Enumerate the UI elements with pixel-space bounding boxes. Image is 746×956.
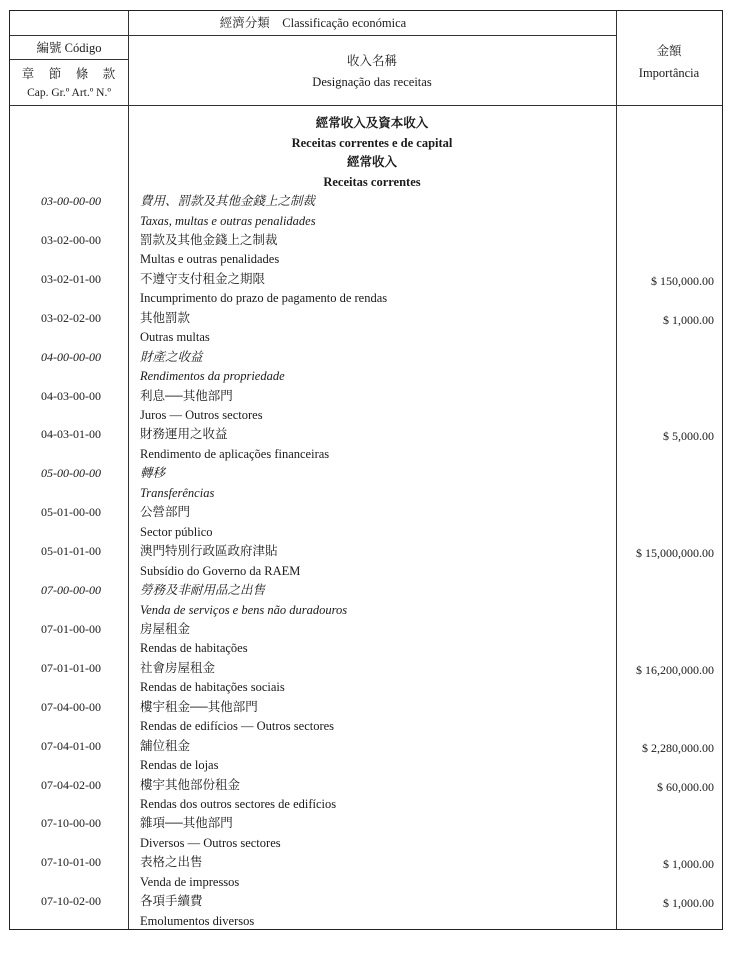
row-designation-zh: 各項手續費 (140, 894, 203, 909)
row-code: 05-01-00-00 (41, 505, 101, 520)
row-code: 07-00-00-00 (41, 583, 101, 597)
row-designation-pt: Diversos — Outros sectores (140, 835, 281, 850)
row-designation-pt: Subsídio do Governo da RAEM (140, 563, 301, 578)
row-designation-pt: Rendas de edifícios — Outros sectores (140, 719, 335, 734)
subcode-header-pt: Cap. Gr.º Art.º N.º (27, 87, 111, 99)
row-designation-zh: 樓宇其他部份租金 (140, 777, 241, 792)
row-designation-zh: 財產之收益 (140, 349, 203, 364)
row-code: 03-02-02-00 (41, 310, 101, 325)
row-code: 05-00-00-00 (41, 466, 101, 481)
row-amount: $ 5,000.00 (663, 429, 714, 444)
row-amount: $ 60,000.00 (657, 779, 714, 794)
row-designation-pt: Rendas de lojas (140, 758, 219, 773)
amount-header-pt: Importância (638, 66, 700, 80)
row-designation-pt: Juros — Outros sectores (140, 408, 263, 422)
header-divider-top (10, 35, 616, 36)
row-code: 05-01-01-00 (41, 544, 101, 559)
row-amount: $ 16,200,000.00 (636, 662, 714, 677)
row-designation-zh: 表格之出售 (140, 855, 203, 870)
row-designation-zh: 費用、罰款及其他金錢上之制裁 (140, 194, 316, 208)
row-designation-pt: Multas e outras penalidades (140, 252, 280, 267)
amount-header-zh: 金額 (656, 44, 682, 58)
row-amount: $ 1,000.00 (663, 857, 714, 872)
classification-header: 經濟分類 Classificação económica (219, 16, 407, 30)
code-header: 編號 Código (36, 41, 102, 55)
row-code: 03-02-01-00 (41, 271, 101, 286)
row-code: 04-00-00-00 (41, 349, 101, 364)
column-divider-amount (616, 11, 617, 929)
header-bottom-border (10, 105, 722, 106)
row-designation-zh: 不遵守支付租金之期限 (140, 271, 266, 286)
row-designation-pt: Rendas dos outros sectores de edifícios (140, 797, 337, 811)
designation-header-pt: Designação das receitas (312, 75, 432, 89)
row-designation-pt: Rendimentos da propriedade (140, 369, 285, 384)
row-code: 03-00-00-00 (41, 194, 101, 208)
row-code: 07-10-00-00 (41, 816, 101, 831)
row-designation-pt: Transferências (140, 485, 215, 500)
row-designation-pt: Taxas, multas e outras penalidades (140, 213, 316, 228)
row-designation-pt: Outras multas (140, 330, 210, 345)
row-designation-zh: 財務運用之收益 (140, 427, 228, 442)
section-heading: Receitas correntes (323, 175, 421, 189)
row-code: 03-02-00-00 (41, 232, 101, 247)
row-designation-zh: 勞務及非耐用品之出售 (140, 583, 266, 597)
row-designation-pt: Incumprimento do prazo de pagamento de rendas (140, 291, 388, 306)
row-designation-pt: Rendas de habitações sociais (140, 680, 285, 695)
row-code: 07-04-00-00 (41, 699, 101, 714)
section-heading: Receitas correntes e de capital (291, 136, 453, 150)
row-code: 07-10-01-00 (41, 855, 101, 870)
row-amount: $ 2,280,000.00 (642, 740, 714, 755)
section-heading: 經常收入 (346, 155, 397, 169)
row-designation-pt: Rendas de habitações (140, 641, 248, 656)
row-amount: $ 1,000.00 (663, 312, 714, 327)
row-designation-zh: 其他罰款 (140, 310, 191, 325)
subcode-header: 章 節 條 款 (21, 67, 117, 81)
row-code: 04-03-01-00 (41, 427, 101, 442)
section-heading: 經常收入及資本收入 (315, 116, 429, 130)
revenue-table (9, 10, 723, 930)
designation-header-zh: 收入名稱 (346, 54, 397, 68)
row-amount: $ 1,000.00 (663, 896, 714, 911)
row-designation-pt: Emolumentos diversos (140, 913, 255, 928)
row-designation-zh: 澳門特別行政區政府津貼 (140, 544, 278, 559)
row-amount: $ 15,000,000.00 (636, 546, 714, 561)
row-code: 04-03-00-00 (41, 388, 101, 403)
row-code: 07-01-00-00 (41, 621, 101, 636)
row-designation-zh: 樓宇租金──其他部門 (140, 699, 258, 714)
row-code: 07-04-02-00 (41, 777, 101, 792)
row-designation-zh: 罰款及其他金錢上之制裁 (140, 232, 278, 247)
row-designation-zh: 舖位租金 (140, 738, 191, 753)
row-code: 07-10-02-00 (41, 894, 101, 909)
row-designation-pt: Sector público (140, 524, 213, 539)
header-divider-code (10, 59, 128, 60)
row-designation-pt: Venda de impressos (140, 874, 240, 889)
row-designation-zh: 利息──其他部門 (140, 388, 233, 403)
row-amount: $ 150,000.00 (651, 273, 714, 288)
row-designation-pt: Rendimento de aplicações financeiras (140, 446, 330, 461)
row-designation-pt: Venda de serviços e bens não duradouros (140, 602, 348, 617)
row-designation-zh: 房屋租金 (140, 621, 191, 636)
row-designation-zh: 雜項──其他部門 (140, 816, 233, 831)
row-designation-zh: 轉移 (140, 466, 166, 481)
row-code: 07-04-01-00 (41, 738, 101, 753)
row-designation-zh: 公營部門 (140, 505, 191, 520)
row-designation-zh: 社會房屋租金 (140, 660, 216, 675)
row-code: 07-01-01-00 (41, 660, 101, 675)
